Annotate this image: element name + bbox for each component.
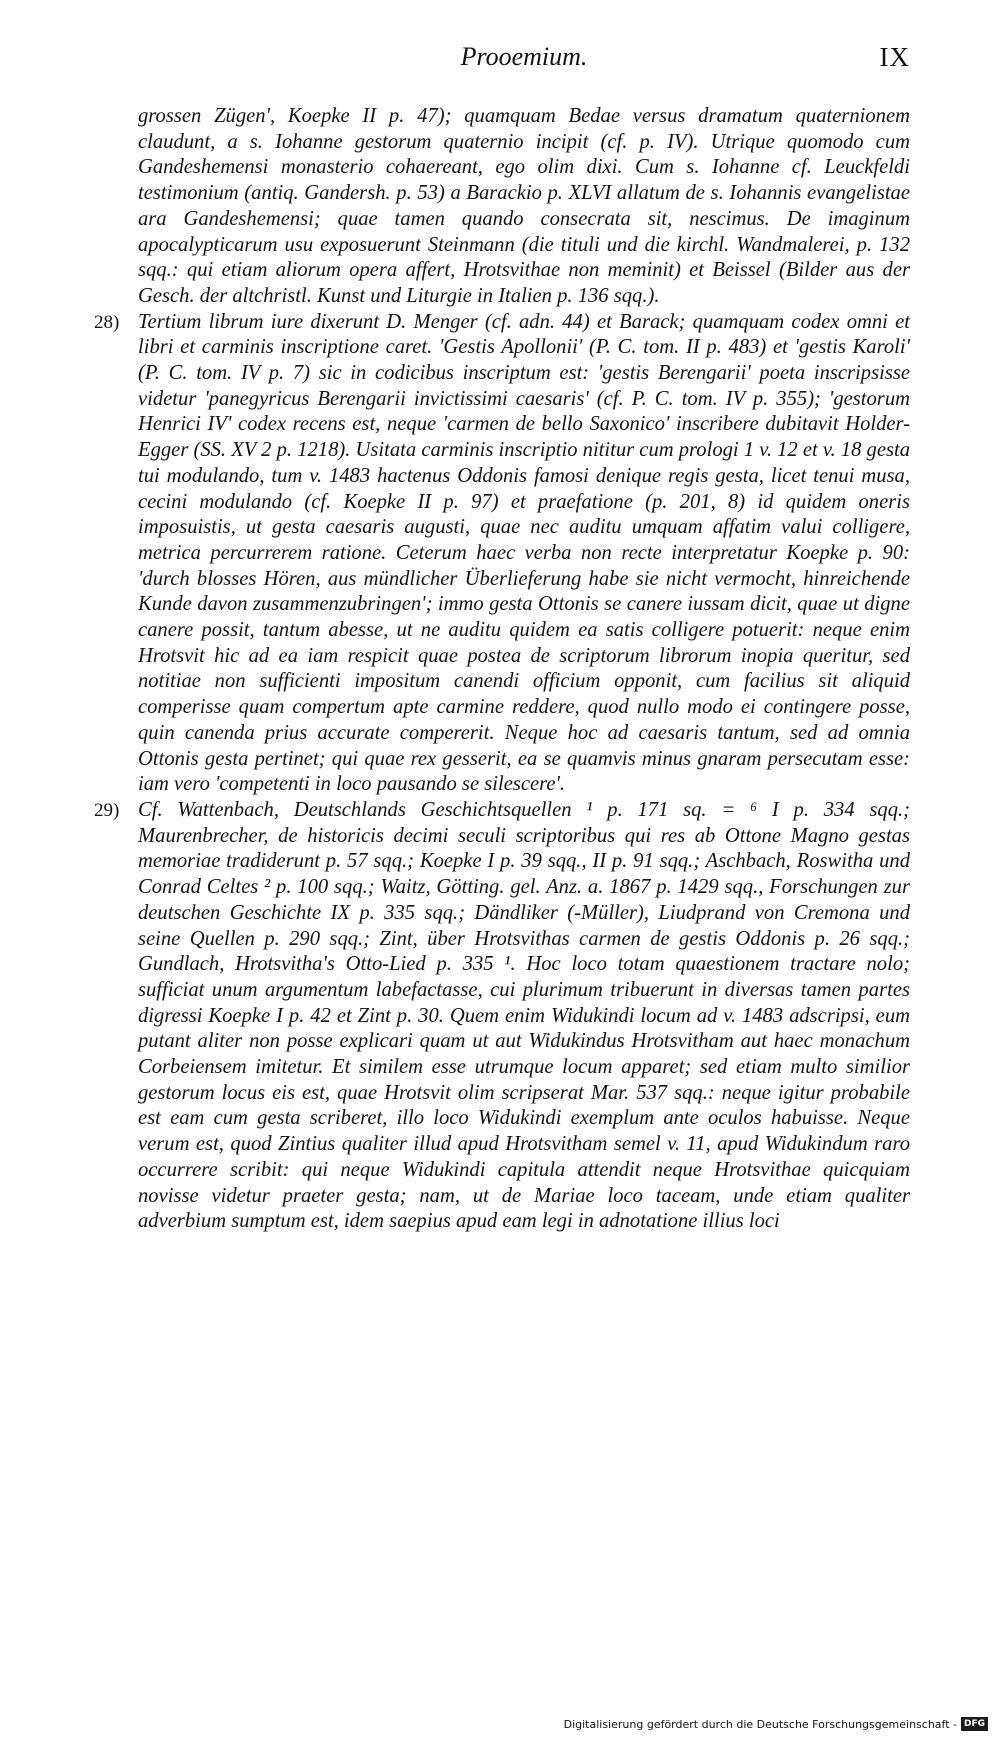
footnote-number: 29) [94, 799, 120, 821]
digitization-footer [564, 1716, 988, 1732]
page-number: IX [879, 42, 910, 72]
dfg-logo: DFG [961, 1717, 988, 1731]
footnote-number: 28) [94, 311, 120, 333]
footnote-text: Cf. Wattenbach, Deutschlands Geschichtsquellen ¹ p. 171 sq. = ⁶ I p. 334 sqq.; Maurenbrecher, de historicis decimi seculi scriptoribus qui res ab Ottone Magno gestas memoriae tradiderunt p. 57 sqq.; Koepke I p. 39 sqq., II p. 91 sqq.; Aschbach, Roswitha und Conrad Celtes ² p. 100 sqq.; Waitz, Götting. gel. Anz. a. 1867 p. 1429 sqq., Forschungen zur deutschen Geschichte IX p. 335 sqq.; Dändliker (-Müller), Liudprand von Cremona und seine Quellen p. 290 sqq.; Zint, über Hrotsvithas carmen de gestis Oddonis p. 26 sqq.; Gundlach, Hrotsvitha's Otto-Lied p. 335 ¹. Hoc loco totam quaestionem tractare nolo; sufficiat unum argumentum labefactasse, cui plurimum tribuerunt in diversas tamen partes digressi Koepke I p. 42 et Zint p. 30. Quem enim Widukindi locum ad v. 1483 adscripsi, eum putant aliter non posse explicari quam ut aut Widukindus Hrotsvitham aut haec monachum Corbeiensem imitetur. Et similem esse utrumque locum apparet; sed etiam multo similior gestorum locus eis est, quae Hrotsvit olim scripserat Mar. 537 sqq.: neque igitur probabile est eam cum gesta scriberet, illo loco Widukindi exemplum ante oculos habuisse. Neque verum est, quod Zintius qualiter illud apud Hrotsvitham semel v. 11, apud Widukindum raro occurrere scribit: qui neque Widukindi capitula attendit neque Hrotsvithae quicquiam novisse videtur praeter gesta; nam, ut de Mariae loco taceam, unde etiam qualiter adverbium sumptum est, idem saepius apud eam legi in adnotatione illius loci [138, 798, 910, 1233]
continued-footnote-text: grossen Zügen', Koepke II p. 47); quamquam Bedae versus dramatum quaternionem claudunt, a s. Iohanne gestorum quaternio incipit (cf. p. IV). Utrique quomodo cum Gandeshemensi monasterio cohaereant, ego olim dixi. Cum s. Iohanne cf. Leuckfeldi testimonium (antiq. Gandersh. p. 53) a Barackio p. XLVI allatum de s. Iohannis evangelistae ara Gandeshemensi; quae tamen quando consecrata sit, nescimus. De imaginum apocalypticarum usu exposuerunt Steinmann (die tituli und die kirchl. Wandmalerei, p. 132 sqq.: qui etiam aliorum opera affert, Hrotsvithae non meminit) et Beissel (Bilder aus der Gesch. der altchristl. Kunst und Liturgie in Italien p. 136 sqq.). [138, 105, 910, 307]
page-header [138, 42, 910, 78]
footnote-28 [94, 310, 911, 798]
running-title: Prooemium. [460, 42, 588, 71]
footnote-29 [94, 798, 910, 1235]
digitization-credit: Digitalisierung gefördert durch die Deutsche Forschungsgemeinschaft - [563, 1717, 957, 1731]
footnote-text: Tertium librum iure dixerunt D. Menger (cf. adn. 44) et Barack; quamquam codex omni et libri et carminis inscriptione caret. 'Gestis Apollonii' (P. C. tom. II p. 483) et 'gestis Karoli' (P. C. tom. IV p. 7) sic in codicibus inscriptum est: 'gestis Berengarii' poeta inscripsisse videtur 'panegyricus Berengarii invictissimi caesaris' (cf. P. C. tom. IV p. 355); 'gestorum Henrici IV' codex recens est, neque 'carmen de bello Saxonico' inscribere dubitavit Holder-Egger (SS. XV 2 p. 1218). Usitata carminis inscriptio nititur cum prologi 1 v. 12 et v. 18 gesta tui modulando, tum v. 1483 hactenus Oddonis famosi denique regis gesta, licet tenui musa, cecini modulando (cf. Koepke II p. 97) et praefatione (p. 201, 8) id quidem oneris imposuistis, ut gesta caesaris augusti, quae nec auditu umquam affatim valui colligere, metrica percurrerem ratione. Ceterum haec verba non recte interpretatur Koepke p. 90: 'durch blosses Hören, aus mündlicher Überlieferung habe sie nicht vermocht, hinreichende Kunde davon zusammenzubringen'; immo gesta Ottonis se canere iussam dicit, quae ut digne canere possit, tantum abesse, ut ne auditu quidem ea satis colligere potuerit: neque enim Hrotsvit hic ad ea iam respicit quae postea de scriptorum librorum inopia queritur, sed notitiae non sufficienti impositum canendi officium opponit, cum facilius sit aliquid comperisse quam compertum apte carmine reddere, quod nullo modo ei contingere posse, quin canenda prius accurate compererit. Neque hoc ad caesaris tantum, sed ad omnia Ottonis gesta pertinet; qui quae rex gesserit, ea se quamvis minus gnaram persecutam esse: iam vero 'competenti in loco pausando se silescere'. [138, 310, 911, 796]
page-body [94, 104, 911, 1235]
